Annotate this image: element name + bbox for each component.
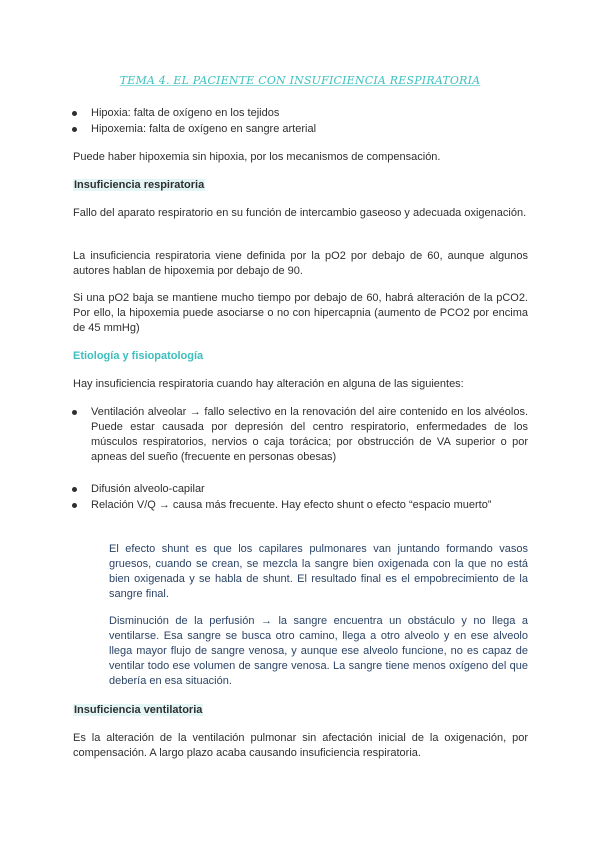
section-heading: Etiología y fisiopatología: [73, 350, 204, 362]
bullet-icon: [72, 111, 77, 116]
list-item-text: Hipoxia: falta de oxígeno en los tejidos: [91, 107, 280, 119]
list-item: [91, 498, 528, 513]
paragraph: Fallo del aparato respiratorio en su función de intercambio gaseoso y adecuada oxigenación.: [73, 207, 527, 219]
list-item-text: Difusión alveolo-capilar: [91, 483, 205, 495]
list-item-text: Hipoxemia: falta de oxígeno en sangre arterial: [91, 123, 317, 135]
bullet-icon: [72, 503, 77, 508]
paragraph: Si una pO2 baja se mantiene mucho tiempo por debajo de 60, habrá alteración de la pCO2. Por ello, la hipoxemia puede asociarse o no con hipercapnia (aumento de PCO2 por encima de 45 mmHg): [73, 292, 528, 334]
section-heading-text: Insuficiencia respiratoria: [74, 179, 205, 191]
list-item-text: Relación V/Q → causa más frecuente. Hay efecto shunt o efecto “espacio muerto”: [91, 499, 492, 511]
paragraph: La insuficiencia respiratoria viene definida por la pO2 por debajo de 60, aunque algunos autores hablan de hipoxemia por debajo de 90.: [73, 250, 528, 277]
paragraph: Hay insuficiencia respiratoria cuando hay alteración en alguna de las siguientes:: [73, 378, 464, 390]
section-heading: [73, 178, 205, 193]
note-paragraph: Disminución de la perfusión → la sangre encuentra un obstáculo y no llega a ventilarse. Esa sangre se busca otro camino, llega a otro alveolo y en ese alveolo llega mayor flujo de sangre venosa, y aunque ese alveolo funcione, no es capaz de ventilar todo ese volumen de sangre venosa. La sangre tiene menos oxígeno del que debería en esa situación.: [109, 615, 528, 687]
list-item-text: Ventilación alveolar → fallo selectivo en la renovación del aire contenido en los alvéolos. Puede estar causada por depresión del centro respiratorio, enfermedades de los músculos respiratorios, nervios o caja torácica; por obstrucción de VA superior o por apneas del sueño (frecuente en personas obesas): [91, 406, 528, 463]
section-heading: [73, 703, 203, 718]
paragraph: Es la alteración de la ventilación pulmonar sin afectación inicial de la oxigenación, por compensación. A largo plazo acaba causando insuficiencia respiratoria.: [73, 732, 528, 759]
bullet-icon: [72, 487, 77, 492]
bullet-icon: [72, 127, 77, 132]
list-item: [91, 106, 528, 121]
page-title: TEMA 4. EL PACIENTE CON INSUFICIENCIA RESPIRATORIA: [119, 74, 481, 87]
bullet-icon: [72, 410, 77, 415]
section-heading-text: Insuficiencia ventilatoria: [74, 704, 203, 716]
paragraph: Puede haber hipoxemia sin hipoxia, por los mecanismos de compensación.: [73, 151, 441, 163]
list-item: [91, 482, 528, 497]
list-item: [91, 405, 528, 465]
list-item: [91, 122, 528, 137]
note-paragraph: El efecto shunt es que los capilares pulmonares van juntando formando vasos gruesos, cuando se crean, se mezcla la sangre bien oxigenada con la que no está bien oxigenada y se habla de shunt. El resultado final es el empobrecimiento de la sangre final.: [109, 543, 528, 600]
